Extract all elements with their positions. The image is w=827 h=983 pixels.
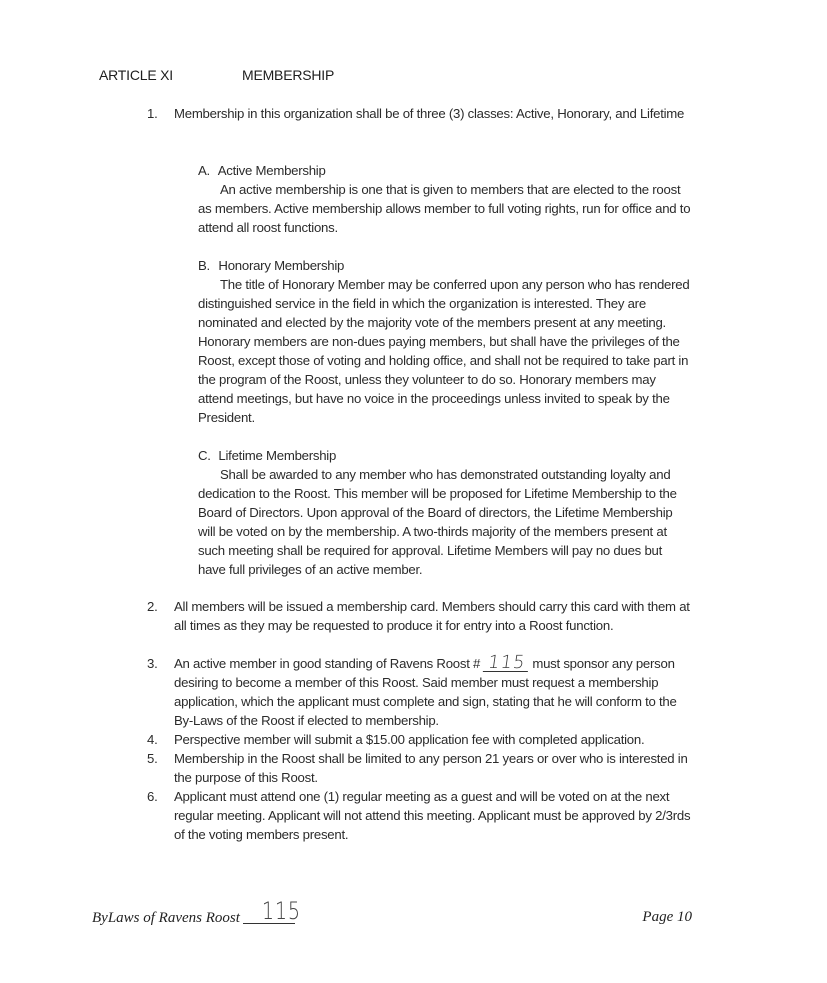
subsection-title: Honorary Membership	[218, 258, 345, 273]
handwritten-roost-number: 115	[482, 655, 530, 672]
list-item-5	[147, 749, 692, 787]
list-item-6	[147, 787, 692, 844]
item-number: 4.	[147, 732, 158, 747]
subsection-text: Shall be awarded to any member who has demonstrated outstanding loyalty and dedication to the Roost. This member will be proposed for Lifetime Membership to the Board of Directors. Upon approval of the Board of directors, the Lifetime Membership will be voted on by the membership. A two-thirds majority of the members present at such meeting shall be required for approval. Lifetime Members will pay no dues but have full privileges of an active member.	[198, 467, 677, 577]
item-text: Perspective member will submit a $15.00 application fee with completed application.	[174, 732, 645, 747]
subsection-heading	[198, 446, 693, 465]
subsection-title: Active Membership	[217, 163, 326, 178]
list-item-2	[147, 597, 692, 635]
subsection-letter: A.	[198, 163, 210, 178]
subsection-letter: C.	[198, 448, 211, 463]
item-number: 1.	[147, 106, 158, 121]
subsection-text: The title of Honorary Member may be conferred upon any person who has rendered distinguished service in the field in which the organization is interested. They are nominated and elected by the majority vote of the members present at any meeting. Honorary members are non-dues paying members, but shall have the privileges of the Roost, except those of voting and holding office, and shall not be required to take part in the program of the Roost, unless they volunteer to do so. Honorary members may attend meetings, but have no voice in the proceedings unless invited to speak by the President.	[198, 277, 690, 425]
list-item-4	[147, 730, 692, 749]
footer-handwritten-number: 115	[261, 897, 301, 925]
item-text	[174, 654, 692, 730]
item-text: All members will be issued a membership card. Members should carry this card with them at all times as they may be requested to produce it for entry into a Roost function.	[174, 599, 690, 633]
item-text: Applicant must attend one (1) regular meeting as a guest and will be voted on at the next regular meeting. Applicant will not attend this meeting. Applicant must be approved by 2/3rds of the voting members present.	[174, 789, 691, 842]
item-number: 2.	[147, 599, 158, 614]
page-number: Page 10	[642, 909, 692, 925]
article-heading	[99, 67, 334, 83]
subsection-honorary-membership	[198, 256, 693, 427]
item-number: 5.	[147, 751, 158, 766]
list-item-1	[147, 104, 692, 123]
article-number: ARTICLE XI	[99, 67, 173, 83]
subsection-lifetime-membership	[198, 446, 693, 579]
footer-title-text: ByLaws of Ravens Roost	[92, 910, 240, 926]
subsection-text: An active membership is one that is given to members that are elected to the roost as members. Active membership allows member to full voting rights, run for office and to attend all roost functions.	[198, 182, 691, 235]
article-title: MEMBERSHIP	[242, 67, 335, 83]
subsection-active-membership	[198, 161, 693, 237]
item-text: Membership in the Roost shall be limited to any person 21 years or over who is interested in the purpose of this Roost.	[174, 751, 688, 785]
item-number: 3.	[147, 656, 158, 671]
item-text-after: must sponsor any person desiring to become a member of this Roost. Said member must request a membership application, which the applicant must complete and sign, stating that he will conform to the By-Laws of the Roost if elected to membership.	[174, 656, 677, 728]
item-number: 6.	[147, 789, 158, 804]
subsection-heading	[198, 256, 693, 275]
subsection-letter: B.	[198, 258, 210, 273]
list-item-3	[147, 654, 692, 730]
footer-roost-number-blank	[243, 897, 301, 925]
footer-document-title	[92, 897, 301, 927]
subsection-heading	[198, 161, 693, 180]
item-text-before: An active member in good standing of Ravens Roost #	[174, 656, 481, 671]
subsection-title: Lifetime Membership	[218, 448, 337, 463]
item-text: Membership in this organization shall be of three (3) classes: Active, Honorary, and Lifetime	[174, 106, 685, 121]
